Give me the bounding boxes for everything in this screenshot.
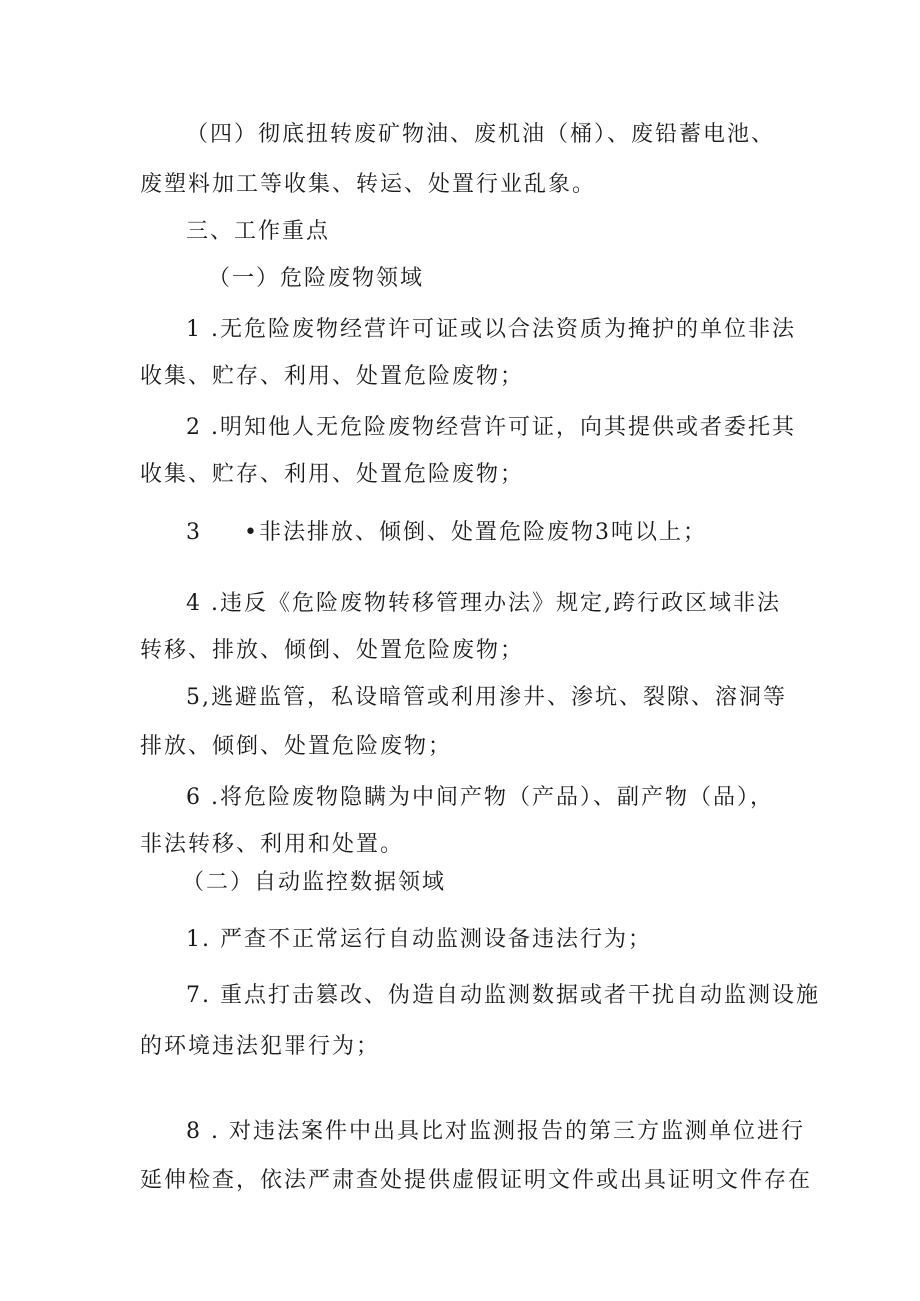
monitoring-item-7-line-2: 的环境违法犯罪行为； (140, 1034, 381, 1059)
section-heading: 三、工作重点 (186, 219, 331, 244)
monitoring-item-8-line-2: 延伸检查，依法严肃查处提供虚假证明文件或出具证明文件存在 (140, 1168, 813, 1193)
monitoring-item-7-line-1: 7. 重点打击篡改、伪造自动监测数据或者干扰自动监测设施 (186, 983, 820, 1008)
list-item-4-line-1: 4 .违反《危险废物转移管理办法》规定,跨行政区域非法 (186, 591, 781, 616)
paragraph-item-4-line-2: 废塑料加工等收集、转运、处置行业乱象。 (140, 172, 597, 197)
list-item-3-number: 3 (186, 520, 202, 545)
list-item-5-line-2: 排放、倾倒、处置危险废物； (140, 734, 453, 759)
monitoring-item-1: 1. 严查不正常运行自动监测设备违法行为； (186, 927, 652, 952)
paragraph-item-4-line-1: （四）彻底扭转废矿物油、废机油（桶）、废铅蓄电池、 (186, 122, 776, 147)
list-item-5-line-1: 5,逃避监管，私设暗管或利用渗井、渗坑、裂隙、溶洞等 (186, 685, 787, 710)
list-item-3-text: •非法排放、倾倒、处置危险废物3吨以上； (244, 520, 707, 545)
subsection-heading-hazardous-waste: （一）危险废物领域 (208, 266, 425, 291)
subsection-heading-monitoring-data: （二）自动监控数据领域 (182, 870, 447, 895)
list-item-6-line-2: 非法转移、利用和处置。 (140, 832, 405, 857)
list-item-6-line-1: 6 .将危险废物隐瞒为中间产物（产品）、副产物（品）， (186, 785, 774, 810)
monitoring-item-8-line-1: 8 . 对违法案件中出具比对监测报告的第三方监测单位进行 (186, 1119, 805, 1144)
list-item-2-line-2: 收集、贮存、利用、处置危险废物； (140, 462, 525, 487)
list-item-2-line-1: 2 .明知他人无危险废物经营许可证，向其提供或者委托其 (186, 415, 796, 440)
list-item-1-line-1: 1 .无危险废物经营许可证或以合法资质为掩护的单位非法 (186, 317, 796, 342)
list-item-4-line-2: 转移、排放、倾倒、处置危险废物； (140, 638, 525, 663)
list-item-1-line-2: 收集、贮存、利用、处置危险废物； (140, 364, 525, 389)
